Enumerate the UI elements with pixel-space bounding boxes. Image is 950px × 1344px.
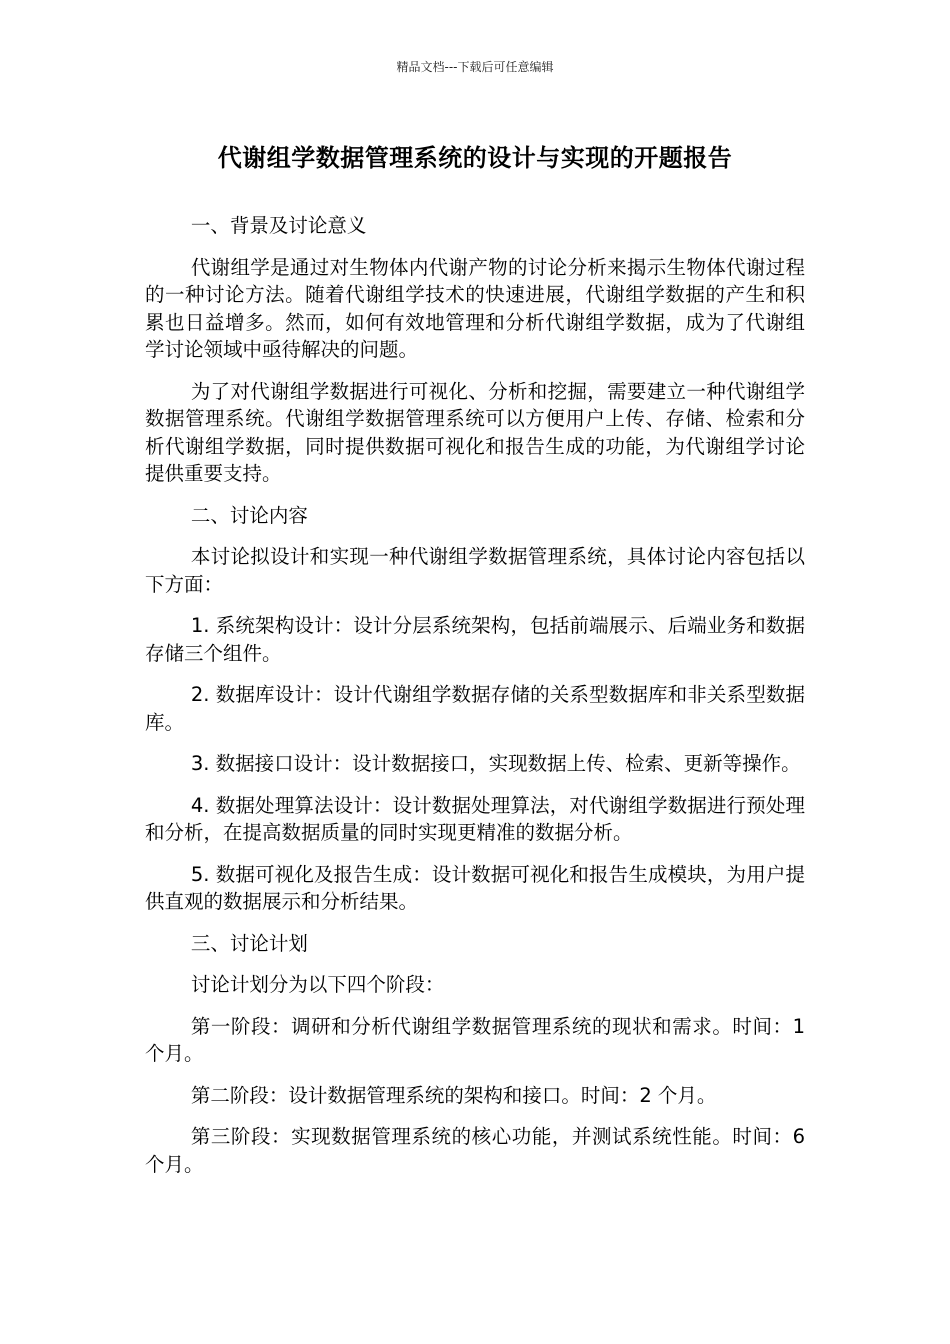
paragraph-background-2: 为了对代谢组学数据进行可视化、分析和挖掘，需要建立一种代谢组学数据管理系统。代谢组学数据管理系统可以方便用户上传、存储、检索和分析代谢组学数据，同时提供数据可视化和报告生成的功能，为代谢组学讨论提供重要支持。 <box>145 379 805 485</box>
stage-3: 第三阶段：实现数据管理系统的核心功能，并测试系统性能。时间：6 个月。 <box>145 1125 805 1176</box>
paragraph-plan-intro: 讨论计划分为以下四个阶段： <box>190 973 445 996</box>
list-item-algorithm: 4. 数据处理算法设计：设计数据处理算法，对代谢组学数据进行预处理和分析，在提高数据质量的同时实现更精准的数据分析。 <box>145 793 805 844</box>
paragraph-background-1: 代谢组学是通过对生物体内代谢产物的讨论分析来揭示生物体代谢过程的一种讨论方法。随着代谢组学技术的快速进展，代谢组学数据的产生和积累也日益增多。然而，如何有效地管理和分析代谢组学数据，成为了代谢组学讨论领域中亟待解决的问题。 <box>145 255 805 361</box>
list-item-interface: 3. 数据接口设计：设计数据接口，实现数据上传、检索、更新等操作。 <box>190 752 801 775</box>
stage-2: 第二阶段：设计数据管理系统的架构和接口。时间：2 个月。 <box>190 1083 717 1107</box>
header-note: 精品文档---下载后可任意编辑 <box>396 60 554 74</box>
section-heading-content: 二、讨论内容 <box>190 503 308 527</box>
list-item-visualization: 5. 数据可视化及报告生成：设计数据可视化和报告生成模块，为用户提供直观的数据展示和分析结果。 <box>145 862 805 913</box>
stage-1: 第一阶段：调研和分析代谢组学数据管理系统的现状和需求。时间：1 个月。 <box>145 1014 805 1065</box>
document-body <box>145 212 805 1192</box>
list-item-architecture: 1. 系统架构设计：设计分层系统架构，包括前端展示、后端业务和数据存储三个组件。 <box>145 614 805 665</box>
section-heading-background: 一、背景及讨论意义 <box>190 214 367 237</box>
document-title: 代谢组学数据管理系统的设计与实现的开题报告 <box>217 144 733 172</box>
paragraph-content-intro: 本讨论拟设计和实现一种代谢组学数据管理系统，具体讨论内容包括以下方面： <box>145 545 805 596</box>
list-item-database: 2. 数据库设计：设计代谢组学数据存储的关系型数据库和非关系型数据库。 <box>145 683 805 734</box>
section-heading-plan: 三、讨论计划 <box>190 931 308 955</box>
